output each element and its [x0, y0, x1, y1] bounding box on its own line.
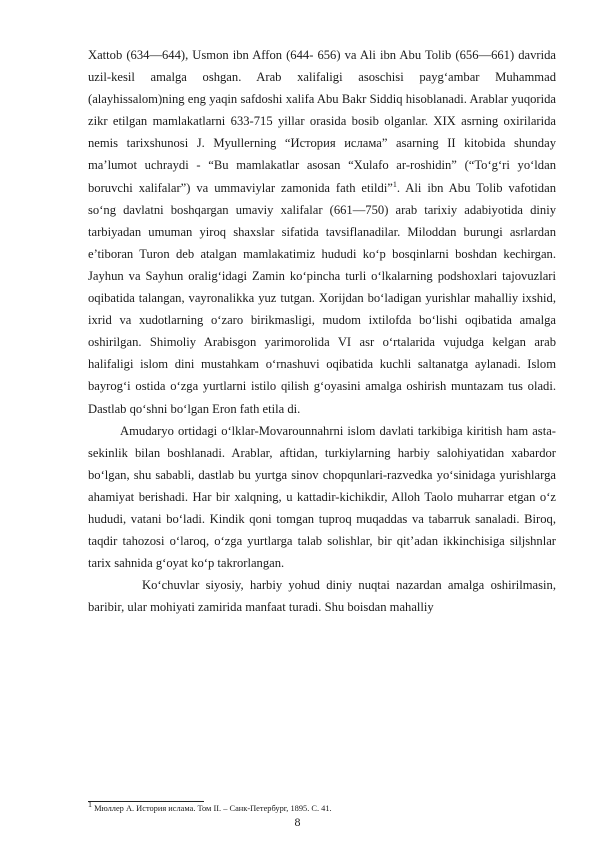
footnote — [88, 800, 332, 813]
paragraph-1-continuation: . Ali ibn Abu Tolib vafotidan so‘ng davlatni boshqargan umaviy xalifalar (661—750) arab tarixiy adabiyotida diniy tarbiyadan umuman yiroq shaxslar sifatida tavsiflanadilar. Miloddan burungi asrlardan e’tiboran Turon deb atalgan mamlakatimiz hududi ko‘p bosqinlarni boshdan kechirgan. Jayhun va Sayhun oralig‘idagi Zamin ko‘pincha turli o‘lkalarning podshoxlari tajovuzlari oqibatida talangan, vayronalikka yuz tutgan. Xorijdan bo‘ladigan yurishlar mahalliy ixshid, ixrid va xudotlarning o‘zaro birikmasligi, mudom ixtilofda bo‘lishi oqibatida amalga oshirilgan. Shimoliy Arabisgon yarimorolida VI asr o‘rtalarida vujudga kelgan arab halifaligi islom dini mustahkam o‘rnashuvi oqibatida kuchli saltanatga aylanadi. Islom bayrog‘i ostida o‘zga yurtlarni istilo qilish g‘oyasini amalga oshirish muntazam tus oladi. Dastlab qo‘shni bo‘lgan Eron fath etila di. — [88, 180, 556, 416]
footnote-reference[interactable]: 1 — [392, 179, 397, 189]
footnote-mark: 1 — [88, 800, 92, 810]
footnote-text: Мюллер А. История ислама. Том II. – Санк-Петербург, 1895. С. 41. — [92, 804, 332, 813]
paragraph-2: Amudaryo ortidagi o‘lklar-Movarounnahrni islom davlati tarkibiga kiritish ham asta-sekinlik bilan boshlanadi. Arablar, aftidan, turkiylarning harbiy salohiyatidan xabardor bo‘lgan, shu sababli, dastlab bu yurtga sinov chopqunlari-razvedka yo‘sinidaga yurishlarga ahamiyat berishadi. Har bir xalqning, u kattadir-kichikdir, Alloh Taolo muharrar etgan o‘z hududi, vatani bo‘ladi. Kindik qoni tomgan tuproq muqaddas va tabarruk sanaladi. Biroq, taqdir tahozosi o‘laroq, o‘zga yurtlarga talab solishlar, bir qit’adan ikkinchisiga siljshnlar tarix sahnida g‘oyat ko‘p takrorlangan. — [88, 423, 556, 571]
paragraph-3: Ko‘chuvlar siyosiy, harbiy yohud diniy nuqtai nazardan amalga oshirilmasin, baribir, ular mohiyati zamirida manfaat turadi. Shu boisdan mahalliy — [88, 578, 556, 615]
footnote-separator — [88, 801, 204, 802]
page-number: 8 — [294, 815, 301, 829]
paragraph-1-text: Xattob (634—644), Usmon ibn Affon (644- 656) va Ali ibn Abu Tolib (656—661) davrida uzil-kesil amalga oshgan. Arab xalifaligi asoschisi payg‘ambar Muhammad (alayhissalom)ning eng yaqin safdoshi xalifa Abu Bakr Siddiq hisoblanadi. Arablar yuqorida zikr etilgan mamlakatlarni 633-715 yillar orasida bosib olganlar. XIX asrning oxirilarida nemis tarixshunosi J. Myullerning “История ислама” asarning II kitobida shunday ma’lumot uchraydi - “Bu mamlakatlar asosan “Xulafo ar-roshidin” (“To‘g‘ri yo‘ldan boruvchi xalifalar”) va ummaviylar zamonida fath etildi” — [88, 48, 556, 195]
paragraph-1 — [88, 44, 556, 420]
page-body — [88, 44, 556, 618]
